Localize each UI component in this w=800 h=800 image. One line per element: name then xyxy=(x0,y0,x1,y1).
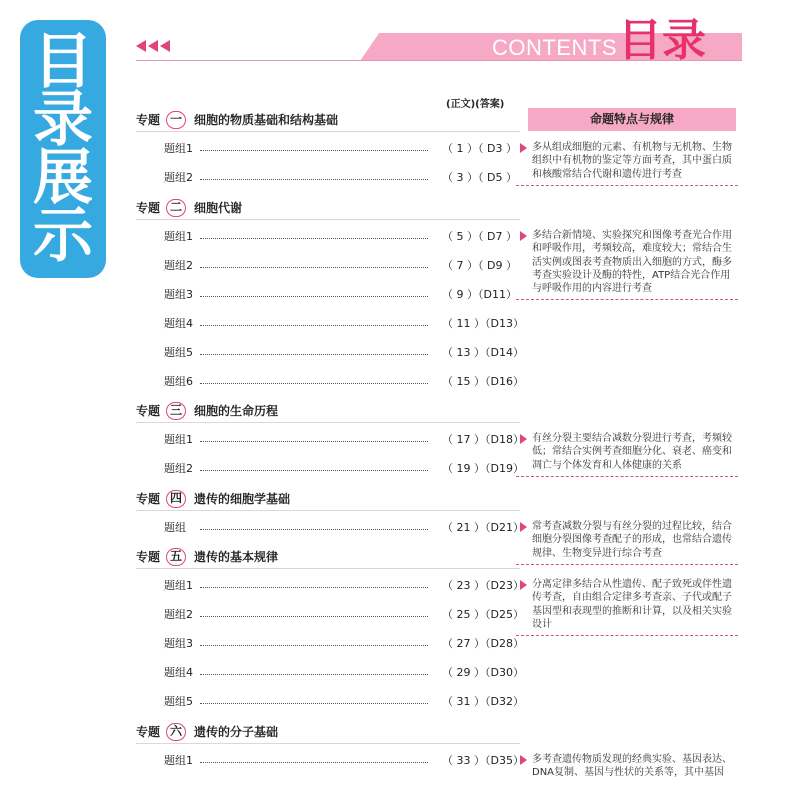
topic-heading[interactable] xyxy=(136,722,520,742)
entry-name: 题组1 xyxy=(164,230,193,243)
feature-note xyxy=(516,520,738,565)
topic-title: 细胞代谢 xyxy=(194,201,243,215)
entry-name: 题组2 xyxy=(164,171,193,184)
dot-leader xyxy=(200,179,428,180)
note-arrow-icon xyxy=(520,143,527,153)
toc-entry[interactable] xyxy=(164,607,524,623)
topic-title: 遗传的基本规律 xyxy=(194,550,279,564)
topic-label: 专题 xyxy=(136,550,161,564)
note-text: 常考查减数分裂与有丝分裂的过程比较，结合细胞分裂图像考查配子的形成，也常结合遗传规律、生物变异进行综合考查 xyxy=(532,521,732,559)
note-arrow-icon xyxy=(520,434,527,444)
dot-leader xyxy=(200,150,428,151)
toc-entry[interactable] xyxy=(164,694,524,710)
entry-name: 题组2 xyxy=(164,259,193,272)
topic-number: 五 xyxy=(166,548,186,566)
note-arrow-icon xyxy=(520,231,527,241)
note-text: 有丝分裂主要结合减数分裂进行考查，考频较低；常结合实例考查细胞分化、衰老、癌变和凋亡与个体发育和人体健康的关系 xyxy=(532,433,732,471)
toc-entry[interactable] xyxy=(164,665,524,681)
note-text: 分离定律多结合从性遗传、配子致死或伴性遗传考查，自由组合定律多考查亲、子代或配子基因型和表现型的推断和计算，以及相关实验设计 xyxy=(532,579,732,630)
topic-label: 专题 xyxy=(136,404,161,418)
topic-title: 细胞的生命历程 xyxy=(194,404,279,418)
entry-pages: （ 25 ）（D25） xyxy=(442,608,524,621)
note-text: 多考查遗传物质发现的经典实验、基因表达、DNA复制、基因与性状的关系等，其中基因 xyxy=(532,754,732,779)
entry-name: 题组2 xyxy=(164,608,193,621)
toc-entry[interactable] xyxy=(164,636,524,652)
toc-entry[interactable] xyxy=(164,374,524,390)
toc-entry[interactable] xyxy=(164,258,520,274)
dot-leader xyxy=(200,383,428,384)
entry-pages: （ 5 ）（ D7 ） xyxy=(442,230,517,243)
entry-pages: （ 31 ）（D32） xyxy=(442,695,524,708)
entry-pages: （ 17 ）（D18） xyxy=(442,433,524,446)
features-header: 命题特点与规律 xyxy=(528,108,736,131)
feature-note xyxy=(516,753,738,784)
entry-name: 题组5 xyxy=(164,695,193,708)
topic-label: 专题 xyxy=(136,492,161,506)
dot-leader xyxy=(200,238,428,239)
entry-pages: （ 21 ）（D21） xyxy=(442,521,524,534)
entry-pages: （ 19 ）（D19） xyxy=(442,462,524,475)
topic-number: 二 xyxy=(166,199,186,217)
dot-leader xyxy=(200,296,428,297)
dot-leader xyxy=(200,325,428,326)
entry-pages: （ 27 ）（D28） xyxy=(442,637,524,650)
entry-pages: （ 33 ）（D35） xyxy=(442,754,524,767)
topic-number: 三 xyxy=(166,402,186,420)
entry-pages: （ 23 ）（D23） xyxy=(442,579,524,592)
topic-number: 六 xyxy=(166,723,186,741)
dot-leader xyxy=(200,762,428,763)
dot-leader xyxy=(200,354,428,355)
header-arrows-icon xyxy=(136,40,170,52)
badge-char: 展 xyxy=(33,143,93,213)
toc-entry[interactable] xyxy=(164,141,520,157)
topic-heading[interactable] xyxy=(136,198,520,218)
note-arrow-icon xyxy=(520,755,527,765)
entry-pages: （ 29 ）（D30） xyxy=(442,666,524,679)
entry-pages: （ 3 ）（ D5 ） xyxy=(442,171,517,184)
left-badge xyxy=(20,20,106,278)
toc-entry[interactable] xyxy=(164,170,520,186)
column-headers: (正文)(答案) xyxy=(446,99,505,110)
entry-name: 题组1 xyxy=(164,142,193,155)
topic-heading[interactable] xyxy=(136,547,520,567)
badge-char: 录 xyxy=(33,85,93,155)
entry-name: 题组1 xyxy=(164,579,193,592)
entry-name: 题组2 xyxy=(164,462,193,475)
topic-label: 专题 xyxy=(136,113,161,127)
badge-char: 示 xyxy=(33,201,93,271)
dot-leader xyxy=(200,616,428,617)
entry-pages: （ 7 ）（ D9 ） xyxy=(442,259,517,272)
topic-label: 专题 xyxy=(136,725,161,739)
dot-leader xyxy=(200,587,428,588)
entry-name: 题组1 xyxy=(164,754,193,767)
topic-heading[interactable] xyxy=(136,110,520,130)
toc-entry[interactable] xyxy=(164,287,520,303)
feature-note xyxy=(516,432,738,477)
dot-leader xyxy=(200,703,428,704)
entry-name: 题组4 xyxy=(164,317,193,330)
dot-leader xyxy=(200,529,428,530)
entry-pages: （ 9 ）（D11） xyxy=(442,288,517,301)
entry-name: 题组1 xyxy=(164,433,193,446)
topic-title: 遗传的分子基础 xyxy=(194,725,279,739)
badge-char: 目 xyxy=(33,27,93,97)
feature-note xyxy=(516,578,738,636)
note-arrow-icon xyxy=(520,522,527,532)
dot-leader xyxy=(200,267,428,268)
note-text: 多结合新情境、实验探究和图像考查光合作用和呼吸作用，考频较高，难度较大；常结合生活实例或图表考查物质出入细胞的方式，酶多考查实验设计及酶的特性，ATP结合光合作用与呼吸作用的内容进行考查 xyxy=(532,230,732,295)
entry-pages: （ 15 ）（D16） xyxy=(442,375,524,388)
toc-entry[interactable] xyxy=(164,316,524,332)
note-text: 多从组成细胞的元素、有机物与无机物、生物组织中有机物的鉴定等方面考查，其中蛋白质和核酸常结合代谢和遗传进行考查 xyxy=(532,142,732,180)
entry-pages: （ 13 ）（D14） xyxy=(442,346,524,359)
entry-name: 题组3 xyxy=(164,288,193,301)
toc-entry[interactable] xyxy=(164,578,524,594)
toc-entry[interactable] xyxy=(164,753,524,769)
dot-leader xyxy=(200,674,428,675)
topic-heading[interactable] xyxy=(136,489,520,509)
entry-name: 题组4 xyxy=(164,666,193,679)
topic-title: 细胞的物质基础和结构基础 xyxy=(194,113,339,127)
topic-number: 一 xyxy=(166,111,186,129)
dot-leader xyxy=(200,441,428,442)
topic-label: 专题 xyxy=(136,201,161,215)
page-title: 目录 xyxy=(618,15,706,66)
topic-number: 四 xyxy=(166,490,186,508)
toc-entry[interactable] xyxy=(164,229,520,245)
dot-leader xyxy=(200,645,428,646)
feature-note xyxy=(516,141,738,186)
feature-note xyxy=(516,229,738,300)
toc-entry[interactable] xyxy=(164,432,524,448)
toc-entry[interactable] xyxy=(164,461,524,477)
topic-title: 遗传的细胞学基础 xyxy=(194,492,291,506)
entry-name: 题组3 xyxy=(164,637,193,650)
contents-heading: CONTENTS xyxy=(492,35,617,60)
entry-pages: （ 1 ）（ D3 ） xyxy=(442,142,517,155)
entry-pages: （ 11 ）（D13） xyxy=(442,317,524,330)
toc-entry[interactable] xyxy=(164,520,524,536)
entry-name: 题组6 xyxy=(164,375,193,388)
entry-name: 题组5 xyxy=(164,346,193,359)
dot-leader xyxy=(200,470,428,471)
topic-heading[interactable] xyxy=(136,401,520,421)
note-arrow-icon xyxy=(520,580,527,590)
toc-entry[interactable] xyxy=(164,345,524,361)
entry-name: 题组 xyxy=(164,521,186,534)
